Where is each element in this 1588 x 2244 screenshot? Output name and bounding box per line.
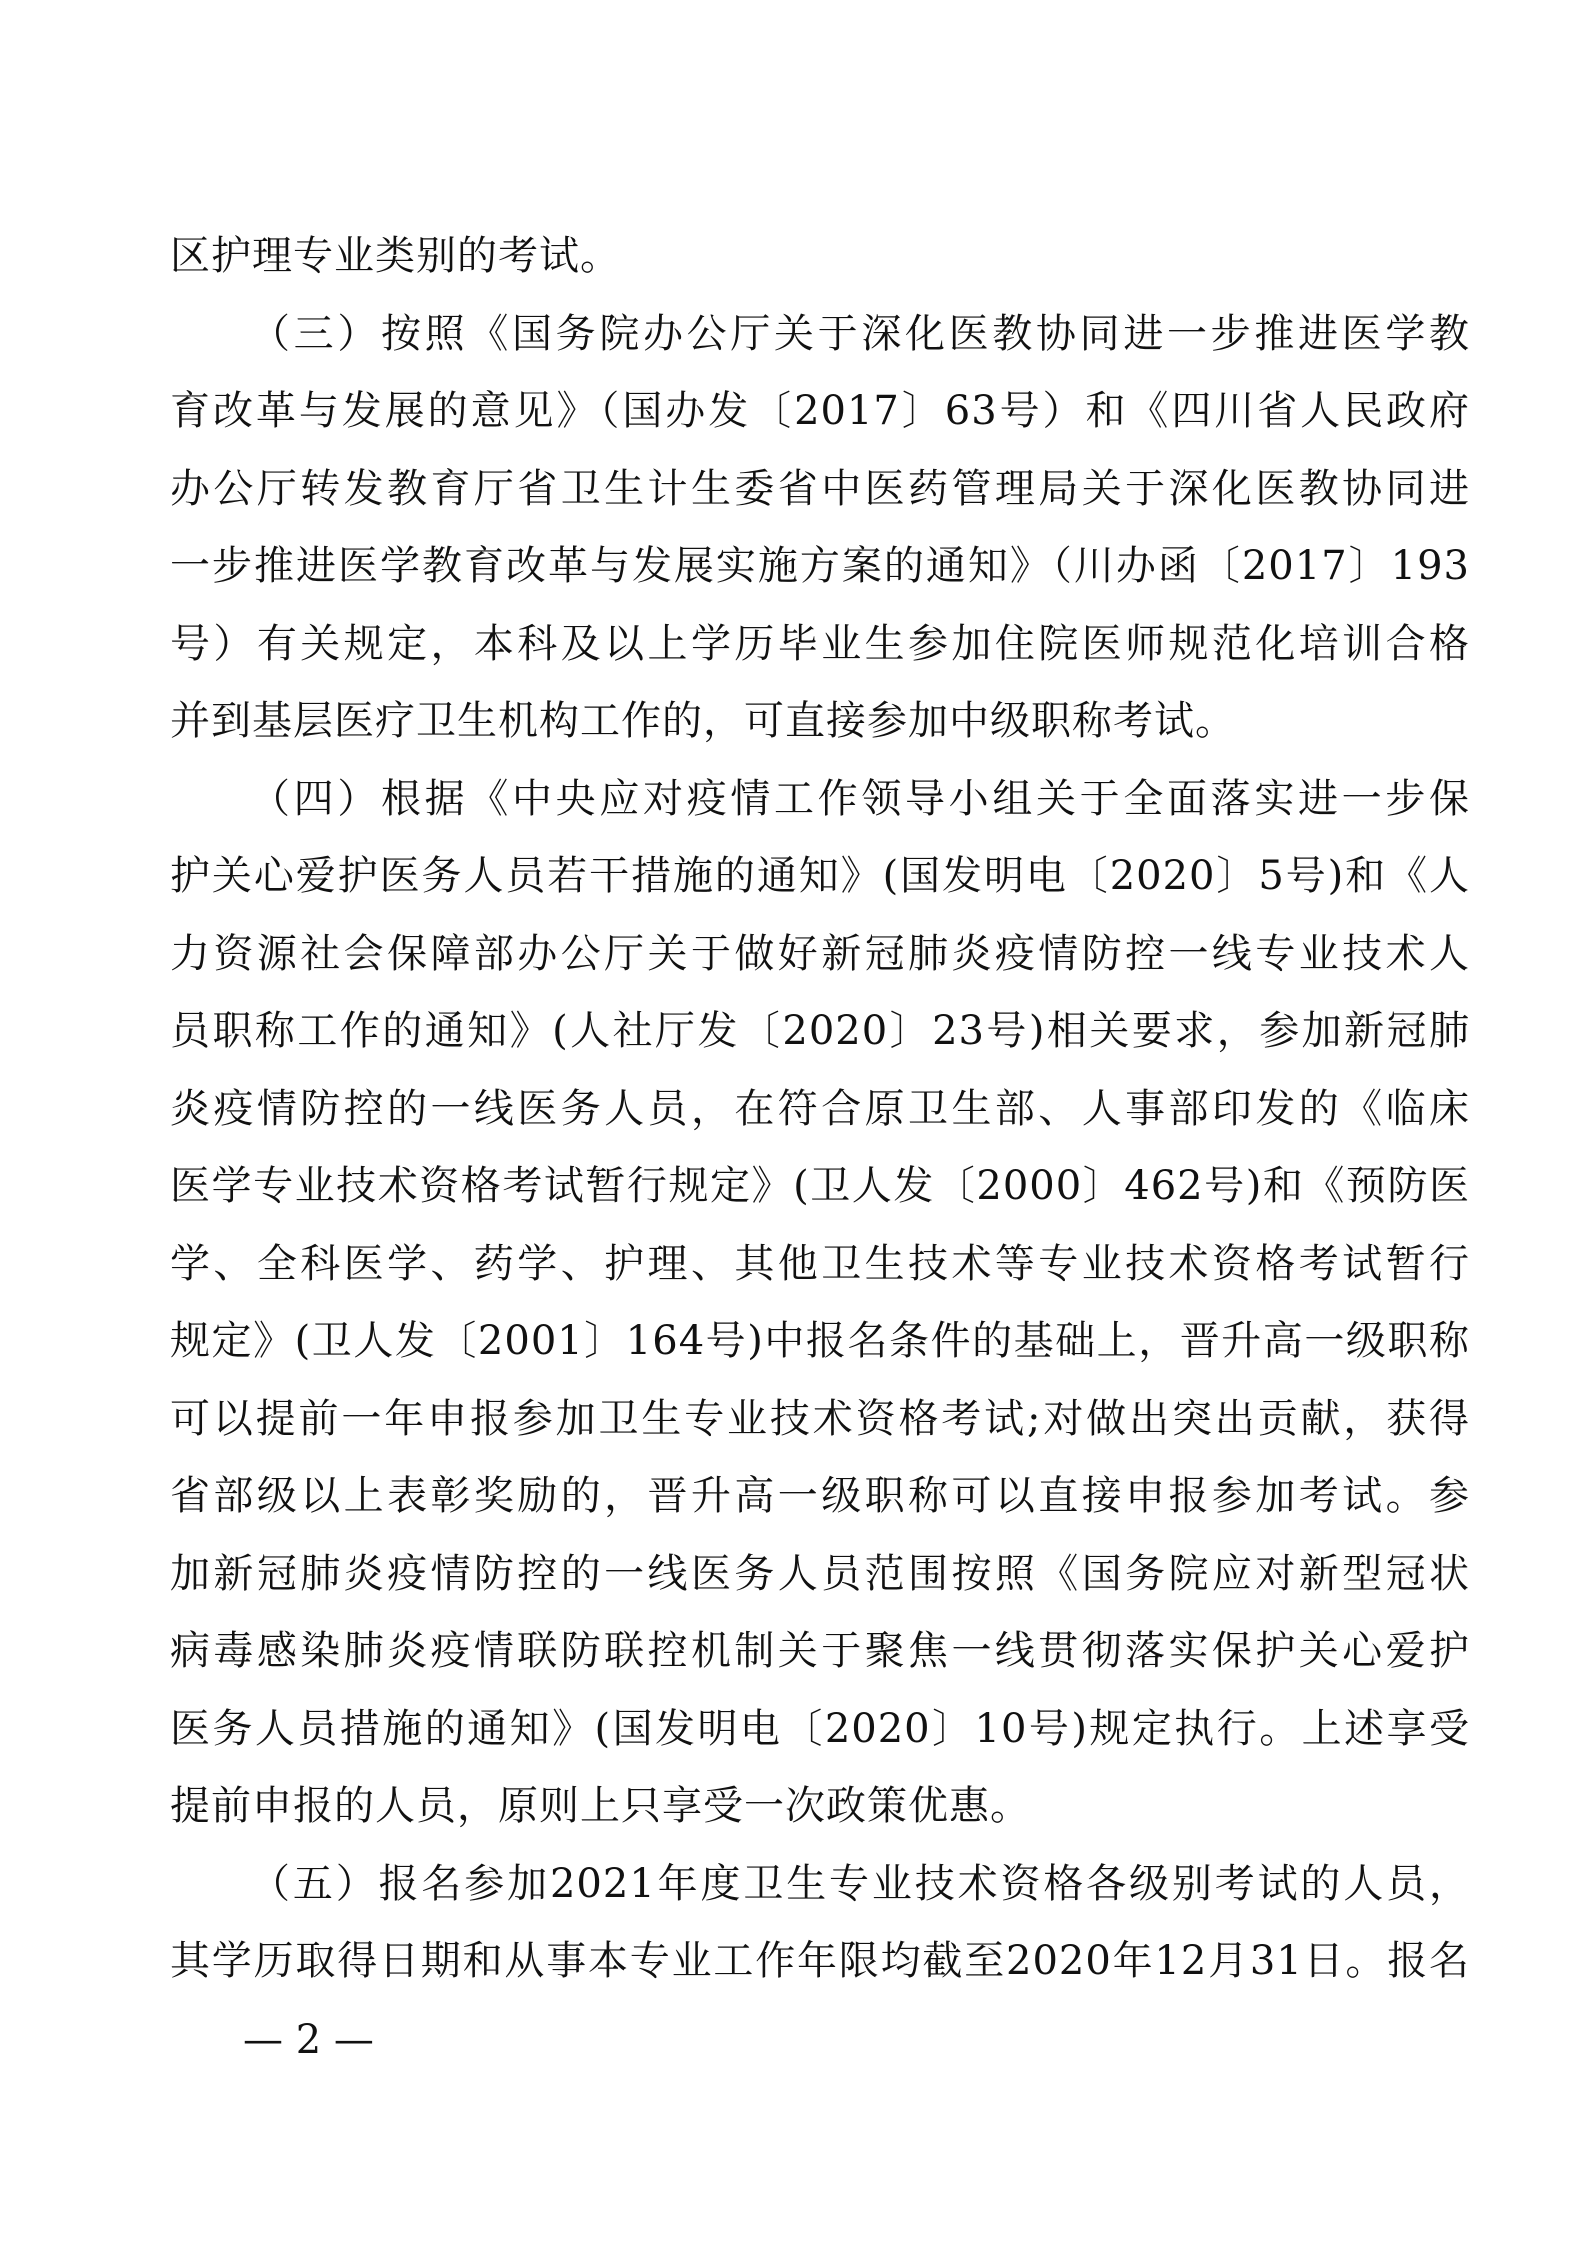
- text-line: 医学专业技术资格考试暂行规定》(卫人发〔2000〕462号)和《预防医: [170, 1163, 1470, 1209]
- text-line: （五）报名参加2021年度卫生专业技术资格各级别考试的人员，: [250, 1860, 1470, 1907]
- page-number: — 2 —: [243, 2017, 374, 2063]
- text-line: 炎疫情防控的一线医务人员，在符合原卫生部、人事部印发的《临床: [170, 1085, 1470, 1132]
- text-line: 办公厅转发教育厅省卫生计生委省中医药管理局关于深化医教协同进: [170, 465, 1470, 512]
- text-line: 省部级以上表彰奖励的，晋升高一级职称可以直接申报参加考试。参: [170, 1473, 1470, 1519]
- text-line: 区护理专业类别的考试。: [170, 233, 621, 279]
- text-line: 提前申报的人员，原则上只享受一次政策优惠。: [170, 1783, 1031, 1829]
- text-line: 育改革与发展的意见》（国办发〔2017〕63号）和《四川省人民政府: [170, 388, 1470, 434]
- text-line: 病毒感染肺炎疫情联防联控机制关于聚焦一线贯彻落实保护关心爱护: [170, 1628, 1470, 1674]
- text-line: 医务人员措施的通知》(国发明电〔2020〕10号)规定执行。上述享受: [170, 1705, 1470, 1752]
- text-line: 规定》(卫人发〔2001〕164号)中报名条件的基础上，晋升高一级职称: [170, 1318, 1470, 1364]
- text-line: 其学历取得日期和从事本专业工作年限均截至2020年12月31日。报名: [170, 1938, 1470, 1984]
- text-line: 一步推进医学教育改革与发展实施方案的通知》（川办函〔2017〕193: [170, 543, 1470, 589]
- text-line: 学、全科医学、药学、护理、其他卫生技术等专业技术资格考试暂行: [170, 1240, 1470, 1287]
- text-line: 护关心爱护医务人员若干措施的通知》(国发明电〔2020〕5号)和《人: [170, 853, 1470, 899]
- text-line: 并到基层医疗卫生机构工作的，可直接参加中级职称考试。: [170, 698, 1236, 744]
- text-line: （三）按照《国务院办公厅关于深化医教协同进一步推进医学教: [250, 310, 1470, 357]
- text-line: （四）根据《中央应对疫情工作领导小组关于全面落实进一步保: [250, 775, 1470, 822]
- document-body: [170, 218, 1470, 2001]
- text-line: 可以提前一年申报参加卫生专业技术资格考试;对做出突出贡献，获得: [170, 1395, 1470, 1442]
- text-line: 加新冠肺炎疫情防控的一线医务人员范围按照《国务院应对新型冠状: [170, 1550, 1470, 1597]
- text-line: 员职称工作的通知》(人社厅发〔2020〕23号)相关要求，参加新冠肺: [170, 1008, 1470, 1054]
- text-line: 力资源社会保障部办公厅关于做好新冠肺炎疫情防控一线专业技术人: [170, 930, 1470, 977]
- text-line: 号）有关规定，本科及以上学历毕业生参加住院医师规范化培训合格: [170, 620, 1470, 667]
